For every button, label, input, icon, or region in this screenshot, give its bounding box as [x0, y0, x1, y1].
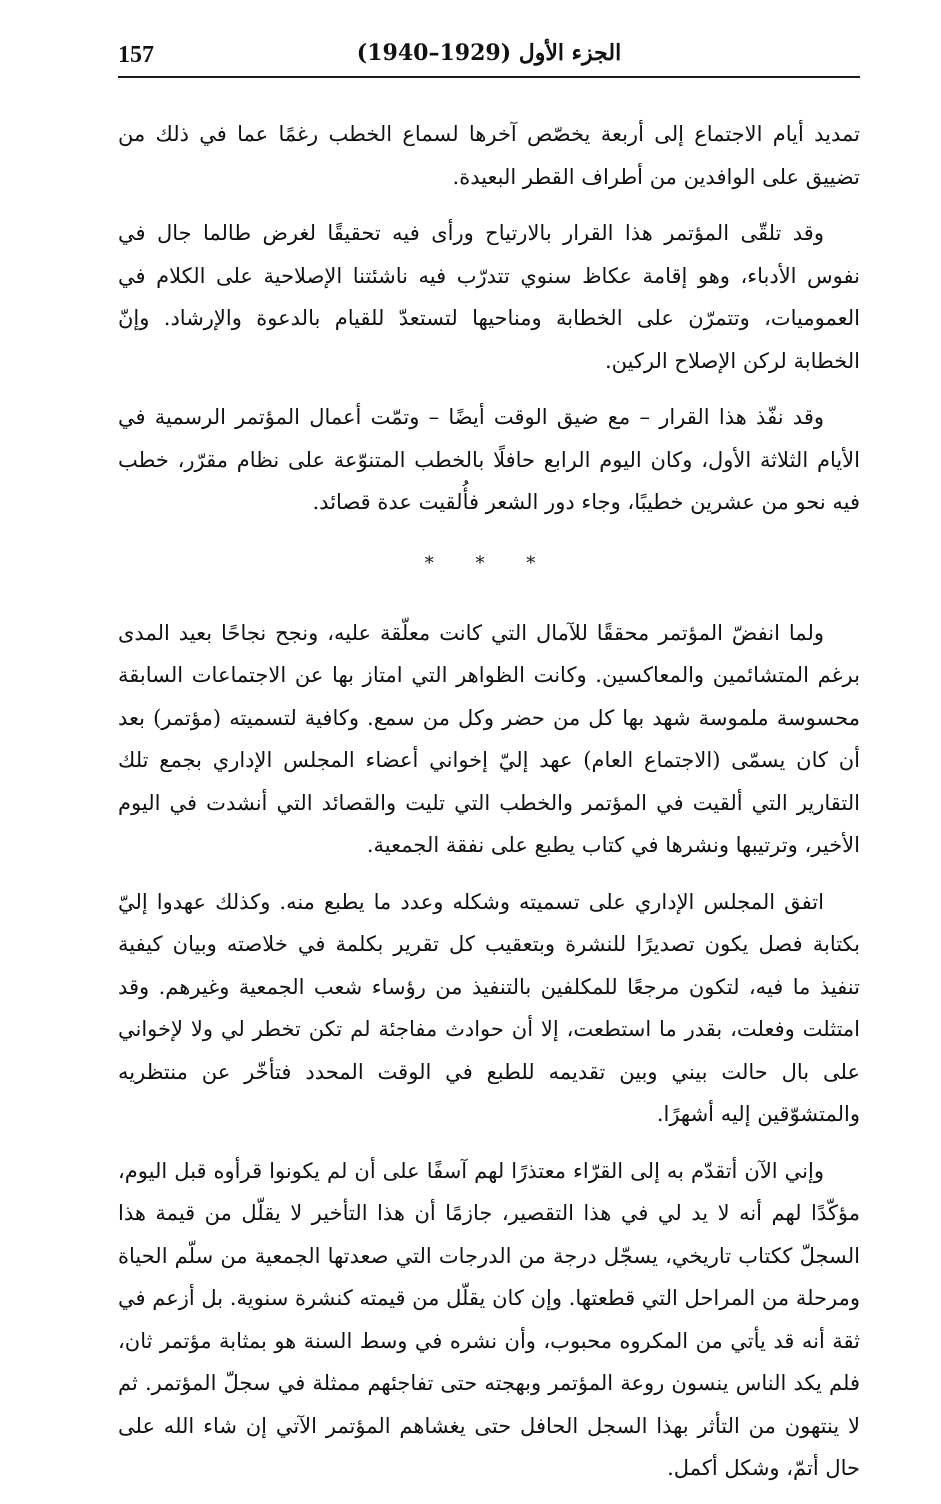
paragraph: ولما انفضّ المؤتمر محققًا للآمال التي كانت معلّقة عليه، ونجح نجاحًا بعيد المدى برغم المتشائمين والمعاكسين. وكانت الظواهر التي امتاز بها عن الاجتماعات السابقة محسوسة ملموسة شهد بها كل من حضر وكل من سمع. وكافية لتسميته (مؤتمر) بعد أن كان يسمّى (الاجتماع العام) عهد إليّ إخواني أعضاء المجلس الإداري بجمع تلك التقارير التي ألقيت في المؤتمر والخطب التي تليت والقصائد التي أنشدت في اليوم الأخير، وترتيبها ونشرها في كتاب يطبع على نفقة الجمعية.	[118, 620, 860, 857]
paragraph: تمديد أيام الاجتماع إلى أربعة يخصّص آخرها لسماع الخطب رغمًا عما في ذلك من تضييق على الوافدين من أطراف القطر البعيدة.	[118, 122, 860, 189]
running-head: الجزء الأول (1929–1940)	[356, 40, 622, 66]
paragraph: اتفق المجلس الإداري على تسميته وشكله وعدد ما يطبع منه. وكذلك عهدوا إليّ بكتابة فصل يكون تصديرًا للنشرة وبتعقيب كل تقرير بكلمة في خلاصته وبيان كيفية تنفيذ ما فيه، لتكون مرجعًا للمكلفين بالتنفيذ من رؤساء شعب الجمعية وغيرهم. وقد امتثلت وفعلت، بقدر ما استطعت، إلا أن حوادث مفاجئة لم تكن تخطر لي ولا لإخواني على بال حالت بيني وبين تقديمه للطبع في الوقت المحدد فتأخّر عن منتظريه والمتشوّقين إليه أشهرًا.	[118, 889, 860, 1126]
text-body	[118, 113, 860, 1504]
paragraph: وقد نفّذ هذا القرار – مع ضيق الوقت أيضًا – وتمّت أعمال المؤتمر الرسمية في الأيام الثلاثة الأول، وكان اليوم الرابع حافلًا بالخطب المتنوّعة على نظام مقرّر، خطب فيه نحو من عشرين خطيبًا، وجاء دور الشعر فأُلقيت عدة قصائد.	[118, 405, 860, 514]
section-separator: * * *	[424, 552, 554, 574]
page-number: 157	[118, 42, 154, 68]
page-header	[118, 36, 860, 78]
paragraph: وقد تلقّى المؤتمر هذا القرار بالارتياح ورأى فيه تحقيقًا لغرض طالما جال في نفوس الأدباء، وهو إقامة عكاظ سنوي تتدرّب فيه ناشئتنا الإصلاحية على الكلام في العموميات، وتتمرّن على الخطابة ومناحيها لتستعدّ للقيام بالدعوة والإرشاد. وإنّ الخطابة لركن الإصلاح الركين.	[118, 221, 860, 373]
paragraph: وإني الآن أتقدّم به إلى القرّاء معتذرًا لهم آسفًا على أن لم يكونوا قرأوه قبل اليوم، مؤكّدًا لهم أنه لا يد لي في هذا التقصير، جازمًا أن هذا التأخير لا يقلّل من قيمة هذا السجلّ ككتاب تاريخي، يسجّل درجة من الدرجات التي صعدتها الجمعية من سلّم الحياة ومرحلة من المراحل التي قطعتها. وإن كان يقلّل من قيمته كنشرة سنوية. بل أزعم في ثقة أنه قد يأتي من المكروه محبوب، وأن نشره في وسط السنة هو بمثابة مؤتمر ثان، فلم يكد الناس ينسون روعة المؤتمر وبهجته حتى تفاجئهم ممثلة في سجلّ المؤتمر. ثم لا ينتهون من التأثر بهذا السجل الحافل حتى يغشاهم المؤتمر الآتي إن شاء الله على حال أتمّ، وشكل أكمل.	[118, 1158, 860, 1480]
